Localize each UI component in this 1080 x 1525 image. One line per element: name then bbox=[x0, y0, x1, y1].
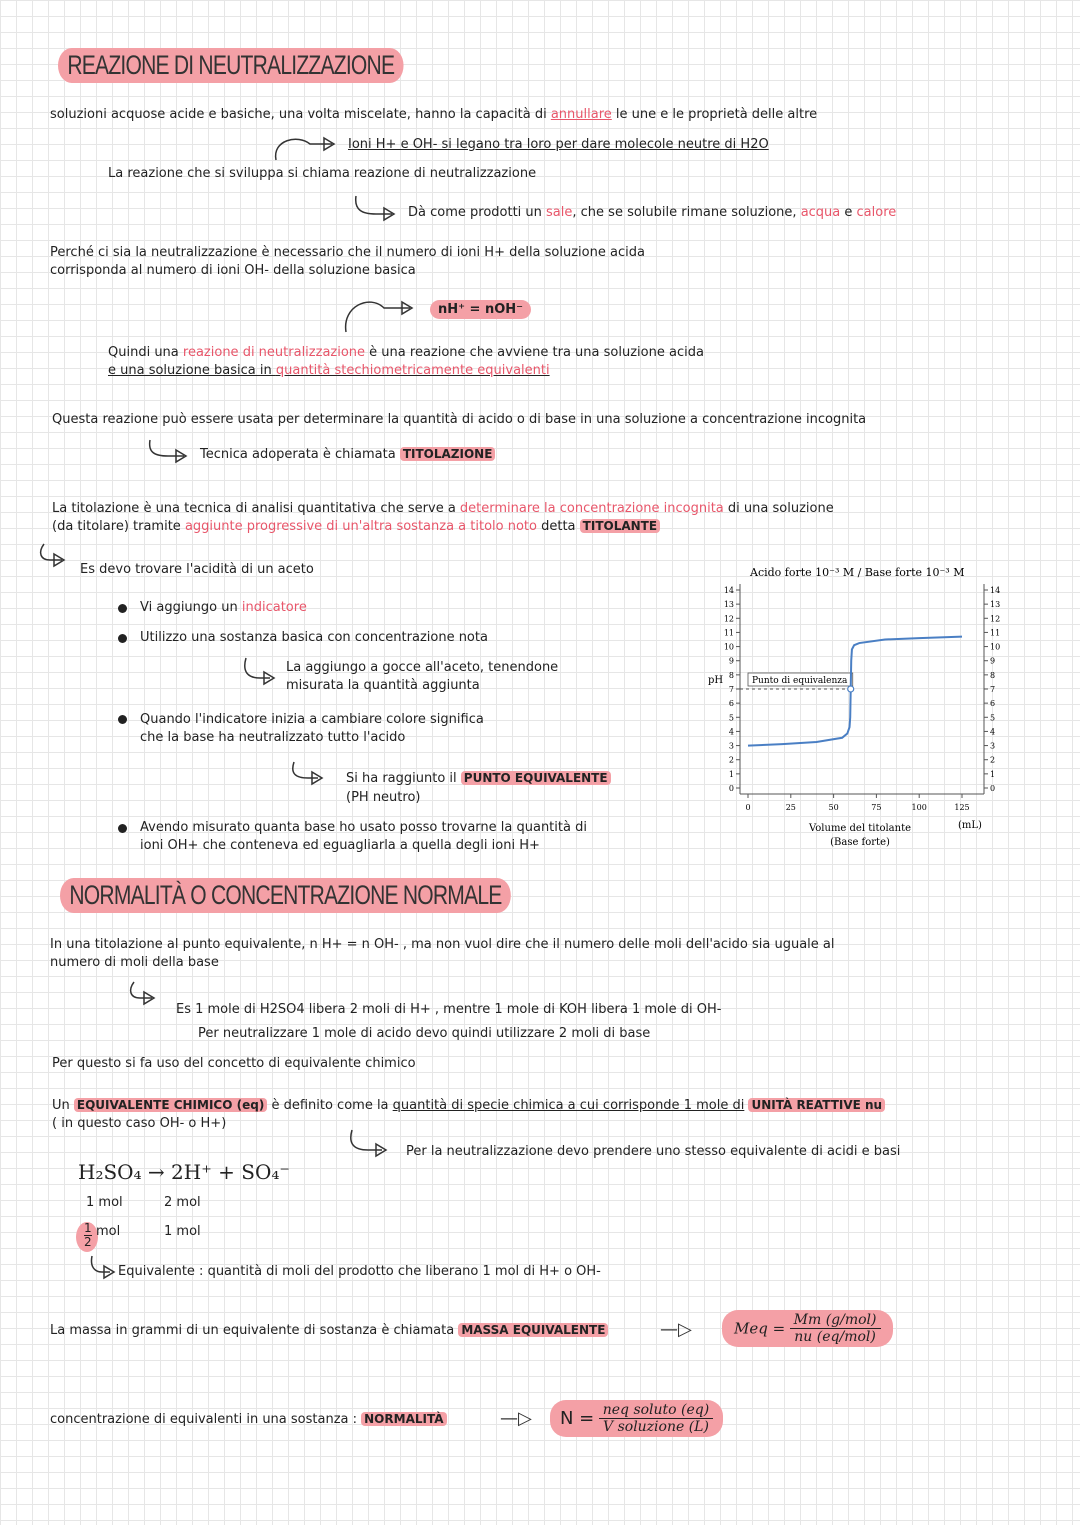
example-line: Es devo trovare l'acidità di un aceto bbox=[80, 562, 314, 577]
text: detta bbox=[536, 519, 580, 534]
keyword-punto-equivalente: PUNTO EQUIVALENTE bbox=[461, 771, 611, 785]
mol-product: 2 mol bbox=[164, 1195, 201, 1210]
keyword-titolante: TITOLANTE bbox=[580, 519, 660, 533]
text: è definito come la bbox=[267, 1098, 393, 1113]
highlight-sale: sale bbox=[546, 205, 573, 220]
y-tick-label: 7 bbox=[728, 685, 734, 694]
highlight-additions: aggiunte progressive di un'altra sostanza a titolo noto bbox=[184, 519, 537, 534]
step-measure-2: ioni OH+ che conteneva ed eguagliarla a quella degli ioni H+ bbox=[140, 838, 540, 853]
section-title-neutralization: REAZIONE DI NEUTRALIZZAZIONE bbox=[58, 48, 404, 83]
x-tick-label: 0 bbox=[745, 803, 751, 812]
text: La titolazione è una tecnica di analisi quantitativa che serve a bbox=[52, 501, 460, 516]
sulfuric-reaction: H₂SO₄ → 2H⁺ + SO₄⁻ bbox=[78, 1160, 290, 1184]
hook-arrow-icon bbox=[36, 542, 76, 572]
substep-1: La aggiungo a gocce all'aceto, tenendone bbox=[286, 660, 559, 675]
hook-arrow-icon bbox=[126, 980, 166, 1010]
intro-line bbox=[50, 107, 817, 122]
y-tick-label: 10 bbox=[723, 642, 734, 652]
example-neutralize: Per neutralizzare 1 mole di acido devo quindi utilizzare 2 moli di base bbox=[198, 1026, 651, 1041]
x-axis-label: Volume del titolante bbox=[808, 823, 912, 834]
ions-line: Ioni H+ e OH- si legano tra loro per dare molecole neutre di H2O bbox=[348, 137, 769, 152]
half-den: 2 bbox=[84, 1235, 92, 1249]
x-tick-label: 50 bbox=[828, 803, 839, 812]
usage-line: Questa reazione può essere usata per determinare la quantità di acido o di base in una soluzione a concentrazione incognita bbox=[52, 412, 867, 427]
text: Dà come prodotti un bbox=[408, 205, 547, 220]
bullet bbox=[118, 604, 127, 613]
normality-intro-2: numero di moli della base bbox=[50, 955, 219, 970]
keyword-unita-reattive: UNITÀ REATTIVE nu bbox=[748, 1098, 885, 1112]
n-lhs: N = bbox=[560, 1408, 595, 1429]
highlight-stoichiometric: quantità stechiometricamente equivalenti bbox=[275, 363, 550, 378]
y-tick-label: 5 bbox=[990, 713, 996, 723]
half-fraction bbox=[84, 1222, 92, 1249]
text: Si ha raggiunto il bbox=[346, 771, 461, 786]
bullet bbox=[118, 715, 127, 724]
x-tick-label: 125 bbox=[954, 803, 970, 812]
text: e bbox=[840, 205, 857, 220]
step-base: Utilizzo una sostanza basica con concentrazione nota bbox=[140, 630, 488, 645]
example-sulfuric: Es 1 mole di H2SO4 libera 2 moli di H+ , mentre 1 mole di KOH libera 1 mole di OH- bbox=[176, 1002, 722, 1017]
text: (da titolare) tramite bbox=[52, 519, 185, 534]
curved-arrow-icon bbox=[270, 132, 340, 162]
equivalent-note: ( in questo caso OH- o H+) bbox=[52, 1116, 227, 1131]
neutralization-rule: Per la neutralizzazione devo prendere uno stesso equivalente di acidi e basi bbox=[406, 1144, 901, 1159]
text: concentrazione di equivalenti in una sostanza : bbox=[50, 1412, 362, 1427]
y-tick-label: 0 bbox=[728, 784, 734, 793]
highlight-determine: determinare la concentrazione incognita bbox=[459, 501, 724, 516]
y-tick-label: 9 bbox=[990, 656, 996, 666]
right-arrow-icon: —▷ bbox=[660, 1319, 692, 1340]
step-color-1: Quando l'indicatore inizia a cambiare colore significa bbox=[140, 712, 484, 727]
hook-arrow-icon bbox=[146, 438, 196, 468]
y-tick-label: 1 bbox=[990, 769, 996, 779]
y-tick-label: 6 bbox=[990, 699, 996, 709]
text: Un bbox=[52, 1098, 74, 1113]
hook-arrow-icon bbox=[240, 656, 280, 692]
x-tick-label: 75 bbox=[871, 803, 882, 812]
y-tick-label: 4 bbox=[728, 727, 734, 737]
y-tick-label: 6 bbox=[728, 699, 734, 709]
y-tick-label: 4 bbox=[990, 727, 996, 737]
n-den: V soluzione (L) bbox=[603, 1419, 709, 1435]
mol-reactant: 1 mol bbox=[86, 1195, 123, 1210]
text: di una soluzione bbox=[723, 501, 834, 516]
y-tick-label: 3 bbox=[990, 741, 996, 751]
underlined-quantity: quantità di specie chimica a cui corrisponde 1 mole di bbox=[392, 1098, 745, 1113]
equivalence-point bbox=[848, 686, 854, 692]
text: e una soluzione basica in bbox=[108, 363, 276, 378]
highlight-neutralization: reazione di neutralizzazione bbox=[182, 345, 366, 360]
half-num: 1 bbox=[84, 1221, 92, 1235]
titration-def-1 bbox=[52, 501, 834, 516]
x-axis-label-sub: (Base forte) bbox=[830, 837, 890, 848]
y-tick-label: 11 bbox=[723, 628, 734, 638]
y-tick-label: 13 bbox=[723, 600, 734, 610]
titration-curve bbox=[748, 637, 962, 746]
y-tick-label: 0 bbox=[990, 784, 996, 793]
normality-line bbox=[50, 1412, 447, 1427]
condition-line-1: Perché ci sia la neutralizzazione è necessario che il numero di ioni H+ della soluzione acida bbox=[50, 245, 645, 260]
equivalent-point-line bbox=[346, 771, 611, 786]
chart-title: Acido forte 10⁻³ M / Base forte 10⁻³ M bbox=[750, 566, 965, 579]
y-tick-label: 12 bbox=[723, 614, 734, 624]
y-tick-label: 10 bbox=[990, 642, 1001, 652]
y-tick-label: 14 bbox=[723, 586, 734, 595]
mass-equivalent-line bbox=[50, 1323, 608, 1338]
definition-line-2 bbox=[108, 363, 550, 378]
y-tick-label: 3 bbox=[728, 741, 734, 751]
y-axis-label: pH bbox=[708, 675, 724, 686]
y-tick-label: 12 bbox=[990, 614, 1001, 624]
x-axis-unit: (mL) bbox=[958, 820, 982, 831]
hook-arrow-icon bbox=[88, 1254, 122, 1284]
equivalent-concept: Per questo si fa uso del concetto di equivalente chimico bbox=[52, 1056, 416, 1071]
highlight-calore: calore bbox=[856, 205, 897, 220]
hook-arrow-icon bbox=[346, 1128, 396, 1160]
step-color-2: che la base ha neutralizzato tutto l'acido bbox=[140, 730, 406, 745]
keyword-normalita: NORMALITÀ bbox=[361, 1412, 446, 1426]
meq-den: nu (eq/mol) bbox=[794, 1329, 876, 1345]
hook-arrow-icon bbox=[288, 760, 328, 790]
reaction-name-line: La reazione che si sviluppa si chiama reazione di neutralizzazione bbox=[108, 166, 537, 181]
text: soluzioni acquose acide e basiche, una volta miscelate, hanno la capacità di bbox=[50, 107, 551, 122]
y-tick-label: 11 bbox=[990, 628, 1001, 638]
step-measure-1: Avendo misurato quanta base ho usato posso trovarne la quantità di bbox=[140, 820, 587, 835]
n-num: neq soluto (eq) bbox=[599, 1402, 714, 1419]
text: le une e le proprietà delle altre bbox=[611, 107, 818, 122]
y-tick-label: 2 bbox=[728, 755, 734, 765]
y-tick-label: 1 bbox=[728, 769, 734, 779]
bullet bbox=[118, 634, 127, 643]
equality-formula: nH⁺ = nOH⁻ bbox=[430, 300, 531, 319]
meq-lhs: Meq = bbox=[734, 1319, 786, 1338]
equivalent-meaning: Equivalente : quantità di moli del prodotto che liberano 1 mol di H+ o OH- bbox=[118, 1264, 601, 1279]
right-arrow-icon: —▷ bbox=[500, 1408, 532, 1429]
equivalent-definition bbox=[52, 1098, 885, 1113]
x-tick-label: 100 bbox=[911, 803, 927, 812]
text: La massa in grammi di un equivalente di sostanza è chiamata bbox=[50, 1323, 459, 1338]
curved-arrow-icon bbox=[340, 292, 420, 336]
text: Tecnica adoperata è chiamata bbox=[200, 447, 400, 462]
meq-formula bbox=[722, 1310, 893, 1347]
keyword-massa-equivalente: MASSA EQUIVALENTE bbox=[458, 1323, 608, 1337]
hook-arrow-icon bbox=[352, 192, 402, 222]
section-title-normality: NORMALITÀ O CONCENTRAZIONE NORMALE bbox=[60, 878, 511, 913]
technique-line bbox=[200, 447, 495, 462]
mol-half: mol bbox=[96, 1224, 121, 1239]
y-tick-label: 14 bbox=[990, 586, 1001, 595]
neutral-ph: (PH neutro) bbox=[346, 790, 421, 805]
equivalence-label: Punto di equivalenza bbox=[752, 676, 848, 686]
products-line bbox=[408, 205, 896, 220]
y-tick-label: 9 bbox=[728, 656, 734, 666]
highlight-annullare: annullare bbox=[550, 107, 612, 122]
text: è una reazione che avviene tra una soluzione acida bbox=[365, 345, 704, 360]
bullet bbox=[118, 824, 127, 833]
meq-num: Mm (g/mol) bbox=[790, 1312, 881, 1329]
highlight-acqua: acqua bbox=[800, 205, 841, 220]
y-tick-label: 13 bbox=[990, 600, 1001, 610]
text: Quindi una bbox=[108, 345, 183, 360]
step-indicator bbox=[140, 600, 307, 615]
y-tick-label: 2 bbox=[990, 755, 996, 765]
substep-2: misurata la quantità aggiunta bbox=[286, 678, 480, 693]
text: , che se solubile rimane soluzione, bbox=[572, 205, 801, 220]
y-tick-label: 8 bbox=[990, 670, 996, 680]
keyword-equivalente-chimico: EQUIVALENTE CHIMICO (eq) bbox=[74, 1098, 267, 1112]
definition-line-1 bbox=[108, 345, 704, 360]
text: Vi aggiungo un bbox=[140, 600, 242, 615]
keyword-titolazione: TITOLAZIONE bbox=[400, 447, 496, 461]
y-tick-label: 8 bbox=[728, 670, 734, 680]
condition-line-2: corrisponda al numero di ioni OH- della soluzione basica bbox=[50, 263, 416, 278]
titration-def-2 bbox=[52, 519, 660, 534]
titration-chart bbox=[700, 560, 1020, 860]
highlight-indicatore: indicatore bbox=[241, 600, 307, 615]
n-fraction bbox=[599, 1402, 714, 1435]
normality-formula bbox=[550, 1400, 723, 1437]
y-tick-label: 7 bbox=[990, 685, 996, 694]
meq-fraction bbox=[790, 1312, 881, 1345]
normality-intro-1: In una titolazione al punto equivalente, n H+ = n OH- , ma non vuol dire che il numero delle moli dell'acido sia uguale al bbox=[50, 937, 835, 952]
y-tick-label: 5 bbox=[728, 713, 734, 723]
mol-one: 1 mol bbox=[164, 1224, 201, 1239]
x-tick-label: 25 bbox=[785, 803, 796, 812]
